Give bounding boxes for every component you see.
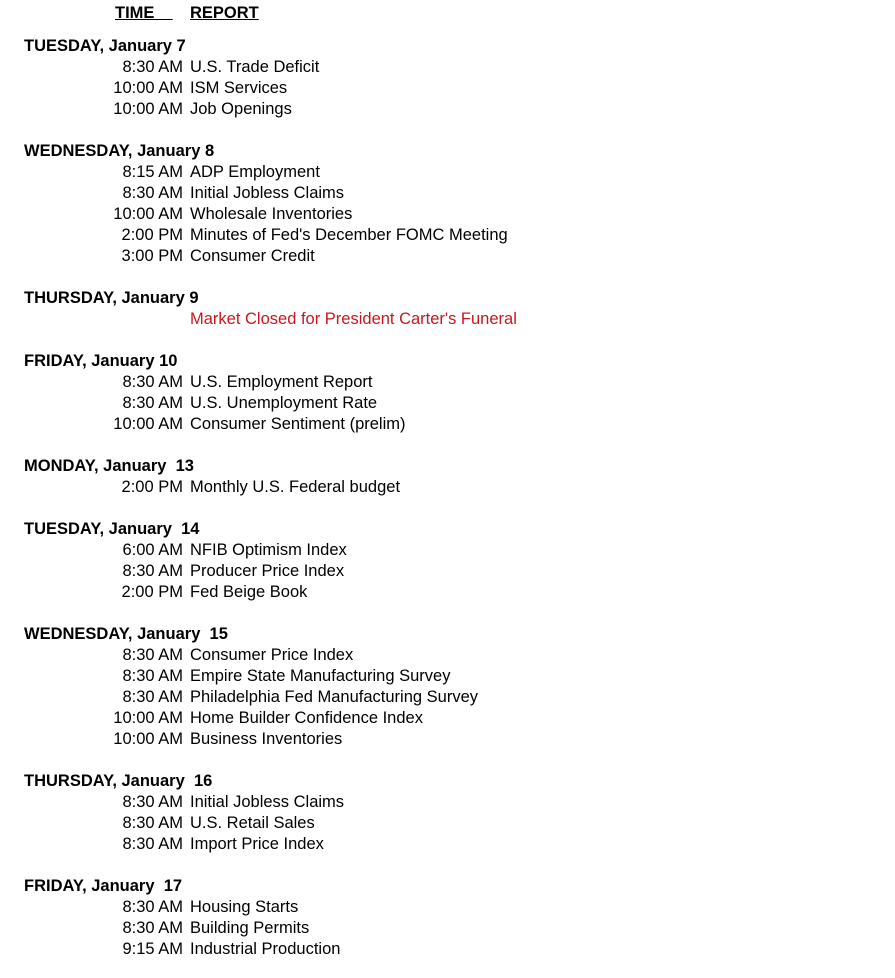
schedule-entry: [0, 57, 895, 78]
entry-report: Consumer Credit: [190, 247, 315, 265]
entry-report: Industrial Production: [190, 940, 341, 958]
entry-report: Producer Price Index: [190, 562, 345, 580]
entry-time: 9:15 AM: [122, 940, 183, 958]
entry-report: Home Builder Confidence Index: [190, 709, 423, 727]
entry-report: Philadelphia Fed Manufacturing Survey: [190, 688, 479, 706]
entry-report: ISM Services: [190, 79, 288, 97]
day-header: THURSDAY, January 16: [24, 772, 213, 790]
entry-report: Market Closed for President Carter's Funeral: [190, 310, 517, 328]
entry-report: Fed Beige Book: [190, 583, 308, 601]
schedule-entry: [0, 687, 895, 708]
entry-time: 8:30 AM: [122, 667, 183, 685]
day-header: WEDNESDAY, January 15: [24, 625, 228, 643]
entry-time: 10:00 AM: [113, 415, 183, 433]
day-header: WEDNESDAY, January 8: [24, 142, 215, 160]
entry-report: Initial Jobless Claims: [190, 793, 345, 811]
schedule-entry: [0, 99, 895, 120]
entry-report: Consumer Sentiment (prelim): [190, 415, 406, 433]
entry-time: 8:30 AM: [122, 919, 183, 937]
entry-report: Business Inventories: [190, 730, 343, 748]
schedule-entry: [0, 372, 895, 393]
entry-report: Minutes of Fed's December FOMC Meeting: [190, 226, 508, 244]
entry-report: U.S. Unemployment Rate: [190, 394, 378, 412]
entry-report: Housing Starts: [190, 898, 299, 916]
entry-report: Job Openings: [190, 100, 292, 118]
entry-report: Initial Jobless Claims: [190, 184, 345, 202]
schedule-entry: [0, 666, 895, 687]
schedule-entry: [0, 897, 895, 918]
entry-time: 8:30 AM: [122, 814, 183, 832]
schedule-entry: [0, 813, 895, 834]
schedule-entry: [0, 477, 895, 498]
day-header: MONDAY, January 13: [24, 457, 194, 475]
entry-report: U.S. Trade Deficit: [190, 58, 320, 76]
entry-report: U.S. Employment Report: [190, 373, 373, 391]
day-header: TUESDAY, January 14: [24, 520, 200, 538]
schedule-entry: [0, 708, 895, 729]
schedule-entry: [0, 393, 895, 414]
schedule-entry: [0, 582, 895, 603]
schedule-entry: [0, 792, 895, 813]
entry-report: Building Permits: [190, 919, 310, 937]
entry-report: Wholesale Inventories: [190, 205, 353, 223]
entry-report: ADP Employment: [190, 163, 320, 181]
day-header: TUESDAY, January 7: [24, 37, 186, 55]
day-header: FRIDAY, January 10: [24, 352, 178, 370]
entry-report: NFIB Optimism Index: [190, 541, 347, 559]
schedule-entry: [0, 414, 895, 435]
entry-report: U.S. Retail Sales: [190, 814, 315, 832]
schedule-entry: [0, 561, 895, 582]
day-header: THURSDAY, January 9: [24, 289, 199, 307]
entry-time: 10:00 AM: [113, 205, 183, 223]
schedule-entry: [0, 729, 895, 750]
entry-time: 10:00 AM: [113, 709, 183, 727]
entry-time: 3:00 PM: [121, 247, 183, 265]
entry-time: 8:30 AM: [122, 793, 183, 811]
entry-report: Monthly U.S. Federal budget: [190, 478, 401, 496]
entry-time: 10:00 AM: [113, 79, 183, 97]
entry-time: 10:00 AM: [113, 100, 183, 118]
schedule-entry: [0, 939, 895, 960]
entry-time: 2:00 PM: [121, 226, 183, 244]
schedule-entry: [0, 204, 895, 225]
schedule-entry: [0, 834, 895, 855]
schedule-entry: [0, 162, 895, 183]
entry-report: Consumer Price Index: [190, 646, 354, 664]
entry-report: Empire State Manufacturing Survey: [190, 667, 451, 685]
entry-report: Import Price Index: [190, 835, 324, 853]
entry-time: 6:00 AM: [122, 541, 183, 559]
entry-time: 2:00 PM: [121, 478, 183, 496]
market-closed-notice: [0, 309, 895, 330]
day-header: FRIDAY, January 17: [24, 877, 183, 895]
schedule-entry: [0, 645, 895, 666]
entry-time: 8:30 AM: [122, 184, 183, 202]
entry-time: 8:15 AM: [122, 163, 183, 181]
entry-time: 2:00 PM: [121, 583, 183, 601]
time-column-header: TIME: [115, 4, 173, 22]
schedule-entry: [0, 78, 895, 99]
schedule-entry: [0, 918, 895, 939]
schedule-entry: [0, 540, 895, 561]
entry-time: 8:30 AM: [122, 646, 183, 664]
schedule-entry: [0, 225, 895, 246]
entry-time: 8:30 AM: [122, 58, 183, 76]
entry-time: 8:30 AM: [122, 394, 183, 412]
entry-time: 8:30 AM: [122, 688, 183, 706]
entry-time: 8:30 AM: [122, 835, 183, 853]
schedule-entry: [0, 246, 895, 267]
entry-time: 8:30 AM: [122, 373, 183, 391]
entry-time: 8:30 AM: [122, 898, 183, 916]
report-column-header: REPORT: [190, 4, 259, 22]
schedule-entry: [0, 183, 895, 204]
entry-time: 8:30 AM: [122, 562, 183, 580]
entry-time: 10:00 AM: [113, 730, 183, 748]
